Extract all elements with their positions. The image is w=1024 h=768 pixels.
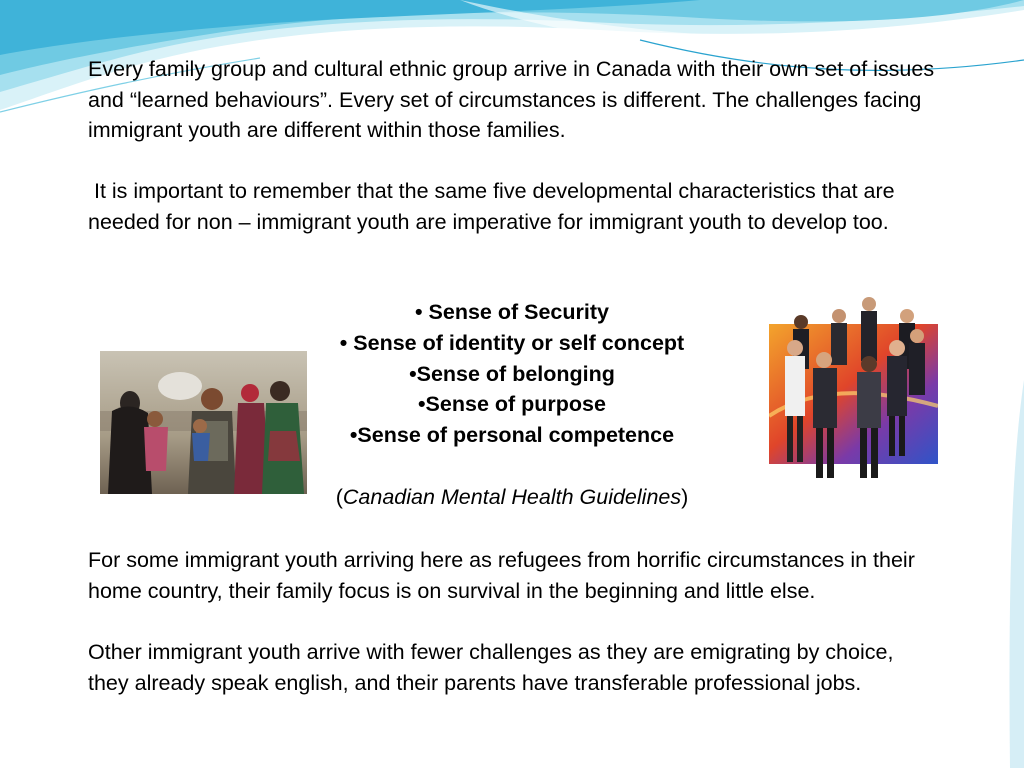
paragraph-importance: It is important to remember that the same five developmental characteristics that are needed for non – immigrant youth are imperative for immigrant youth to develop too.: [88, 179, 901, 234]
citation-close: ): [681, 485, 689, 509]
refugee-family-photo: [100, 351, 307, 494]
list-item: •Sense of belonging: [409, 361, 615, 386]
paragraph-intro: Every family group and cultural ethnic group arrive in Canada with their own set of issues and “learned behaviours”. Every set of circumstances is different. The challenges facing immigrant youth are different within those families.: [88, 57, 935, 142]
list-item: •Sense of purpose: [418, 392, 606, 417]
list-item: • Sense of identity or self concept: [339, 330, 685, 355]
decorative-edge: [1004, 380, 1024, 768]
list-item: • Sense of Security: [415, 300, 609, 324]
business-group-photo: [769, 296, 938, 489]
citation: [300, 482, 724, 512]
list-item: •Sense of personal competence: [349, 423, 675, 448]
paragraph-refugees: For some immigrant youth arriving here as refugees from horrific circumstances in their home country, their family focus is on survival in the beginning and little else.: [88, 548, 915, 603]
characteristics-list: [300, 297, 724, 451]
citation-open: (: [335, 485, 343, 509]
paragraph-other-immigrants: Other immigrant youth arrive with fewer challenges as they are emigrating by choice, they already speak english, and their parents have transferable professional jobs.: [88, 640, 894, 695]
citation-source: Canadian Mental Health Guidelines: [342, 485, 682, 509]
